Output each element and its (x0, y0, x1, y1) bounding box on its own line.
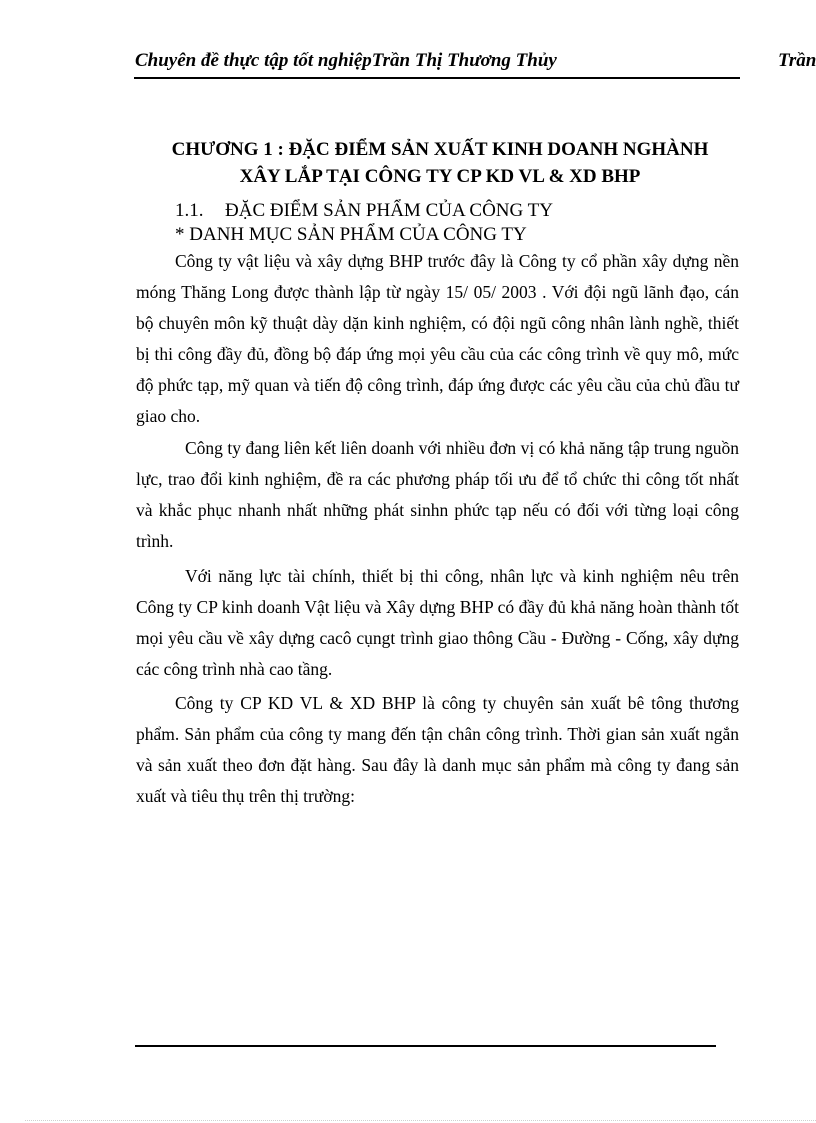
section-heading (175, 200, 553, 222)
section-subtitle: * DANH MỤC SẢN PHẨM CỦA CÔNG TY (175, 224, 527, 245)
header-rule (134, 77, 740, 79)
running-header-author-fragment: Trần (778, 50, 816, 71)
section-title: ĐẶC ĐIỂM SẢN PHẨM CỦA CÔNG TY (225, 200, 553, 221)
chapter-title-line-2: XÂY LẮP TẠI CÔNG TY CP KD VL & XD BHP (239, 166, 641, 187)
footer-rule (135, 1045, 716, 1047)
body-paragraph-1: Công ty vật liệu và xây dựng BHP trước đây là Công ty cổ phần xây dựng nền móng Thăng Long được thành lập từ ngày 15/ 05/ 2003 . Với đội ngũ lãnh đạo, cán bộ chuyên môn kỹ thuật dày dặn kinh nghiệm, có đội ngũ công nhân lành nghề, thiết bị thi công đầy đủ, đồng bộ đáp ứng mọi yêu cầu của các công trình về quy mô, mức độ phức tạp, mỹ quan và tiến độ công trình, đáp ứng được các yêu cầu của chủ đầu tư giao cho. (136, 251, 739, 426)
running-header-title: Chuyên đề thực tập tốt nghiệpTrần Thị Thương Thủy (135, 50, 557, 71)
body-paragraph-4: Công ty CP KD VL & XD BHP là công ty chuyên sản xuất bê tông thương phẩm. Sản phẩm của công ty mang đến tận chân công trình. Thời gian sản xuất ngắn và sản xuất theo đơn đặt hàng. Sau đây là danh mục sản phẩm mà công ty đang sản xuất và tiêu thụ trên thị trường: (136, 693, 739, 806)
body-paragraph-3: Với năng lực tài chính, thiết bị thi công, nhân lực và kinh nghiệm nêu trên Công ty CP kinh doanh Vật liệu và Xây dựng BHP có đầy đủ khả năng hoàn thành tốt mọi yêu cầu về xây dựng cacô cụngt trình giao thông Cầu - Đường - Cống, xây dựng các công trình nhà cao tầng. (136, 566, 739, 679)
chapter-title (130, 136, 750, 190)
body-paragraph-2: Công ty đang liên kết liên doanh với nhiều đơn vị có khả năng tập trung nguồn lực, trao đổi kinh nghiệm, đề ra các phương pháp tối ưu để tổ chức thi công tốt nhất và khắc phục nhanh nhất những phát sinhn phức tạp nếu có đối với từng loại công trình. (136, 438, 739, 551)
chapter-title-line-1: CHƯƠNG 1 : ĐẶC ĐIỂM SẢN XUẤT KINH DOANH NGHÀNH (171, 139, 709, 160)
page-bottom-border (25, 1120, 816, 1121)
section-number: 1.1. (175, 200, 204, 221)
